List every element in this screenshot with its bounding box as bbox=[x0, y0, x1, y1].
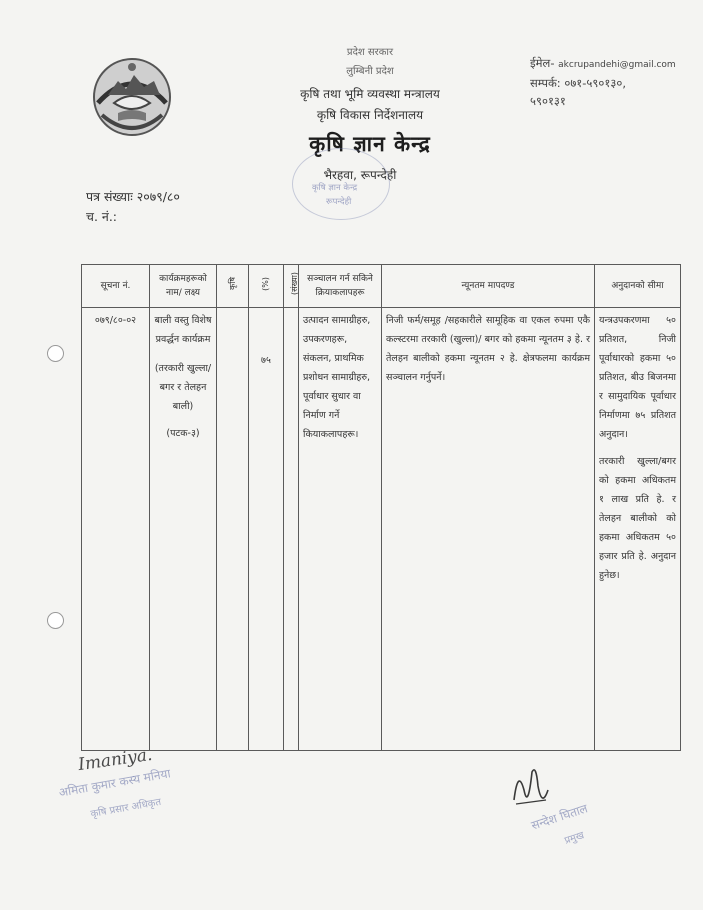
header-ministry: कृषि तथा भूमि व्यवस्था मन्त्रालय bbox=[300, 87, 440, 101]
phone-line bbox=[530, 76, 626, 91]
cell-percent bbox=[249, 308, 284, 751]
dispatch-number: च. नं.: bbox=[86, 209, 118, 224]
header-percent: (%) bbox=[249, 265, 284, 308]
left-stamp-title: कृषि प्रसार अधिकृत bbox=[89, 796, 162, 821]
header-program-name: कार्यक्रमहरूको नाम/ लक्ष्य bbox=[150, 265, 217, 308]
program-sub: (तरकारी खुल्ला/बगर र तेलहन बाली) bbox=[154, 363, 212, 412]
cell-agriculture bbox=[217, 308, 249, 751]
header-agriculture: कृषि bbox=[217, 265, 249, 308]
header-activities: सञ्चालन गर्न सकिने क्रियाकलापहरू bbox=[299, 265, 382, 308]
cell-notice-no: ०७९/८०-०२ bbox=[82, 308, 150, 751]
stamp-text-top: कृषि ज्ञान केन्द्र bbox=[312, 183, 358, 193]
header-subsidy-limit: अनुदानको सीमा bbox=[595, 265, 681, 308]
punch-hole-bottom bbox=[47, 612, 64, 629]
header-minimum-criteria: न्यूनतम मापदण्ड bbox=[382, 265, 595, 308]
email-line bbox=[530, 56, 676, 71]
letter-number: पत्र संख्याः २०७९/८० bbox=[86, 189, 180, 204]
header-count: (संख्या) bbox=[284, 265, 299, 308]
header-line2: लुम्बिनी प्रदेश bbox=[346, 66, 394, 77]
program-table bbox=[81, 264, 681, 751]
program-ward: (पटक-३) bbox=[166, 428, 200, 439]
cell-program bbox=[150, 308, 217, 751]
email-address: akcrupandehi@gmail.com bbox=[558, 60, 676, 70]
limit-paragraph-2: तरकारी खुल्ला/बगर को हकमा अधिकतम १ लाख प्रति हे. र तेलहन बालीको को हकमा अधिकतम ५० हजार प्रति हे. अनुदान हुनेछ। bbox=[599, 456, 676, 581]
header-notice-no: सूचना नं. bbox=[82, 265, 150, 308]
cell-count bbox=[284, 308, 299, 751]
left-stamp-name: अमिता कुमार कस्य मनिया bbox=[57, 766, 172, 800]
header-line1: प्रदेश सरकार bbox=[346, 47, 394, 58]
phone-number-1: ०७१-५९०१३०, bbox=[564, 76, 626, 90]
cell-criteria: निजी फर्म/समूह /सहकारीले सामूहिक वा एकल रुपमा एकै कल्स्टरमा तरकारी (खुल्ला)/ बगर को हकमा न्यूनतम ३ हे. र तेलहन बालीको हकमा न्यूनतम २ हे. क्षेत्रफलमा कार्यक्रम सञ्चालन गर्नुपर्ने। bbox=[382, 308, 595, 751]
nepal-emblem-icon bbox=[88, 55, 176, 139]
header-directorate: कृषि विकास निर्देशनालय bbox=[316, 108, 424, 122]
phone-number-2: ५९०१३१ bbox=[530, 94, 566, 108]
program-name: बाली वस्तु विशेष प्रवर्द्धन कार्यक्रम bbox=[154, 315, 212, 345]
stamp-text-bottom: रूपन्देही bbox=[326, 197, 352, 207]
office-location: भैरहवा, रूपन्देही bbox=[323, 168, 397, 182]
office-title: कृषि ज्ञान केन्द्र bbox=[309, 132, 431, 156]
punch-hole-top bbox=[47, 345, 64, 362]
cell-limit bbox=[595, 308, 681, 751]
table-header-row bbox=[82, 265, 681, 308]
left-signature: Imaniya. bbox=[76, 744, 154, 776]
phone-label: सम्पर्क: bbox=[530, 76, 561, 90]
right-stamp-name: सन्देश घिताल bbox=[529, 801, 590, 833]
cell-activities: उत्पादन सामाग्रीहरु, उपकरणहरू, संकलन, प्राथमिक प्रशोधन सामाग्रीहरु, पूर्वाधार सुधार वा निर्माण गर्ने कियाकलापहरू। bbox=[299, 308, 382, 751]
percent-value: ७५ bbox=[261, 355, 271, 366]
limit-paragraph-1: यन्त्रउपकरणमा ५० प्रतिशत, निजी पूर्वाधारको हकमा ५० प्रतिशत, बीउ बिजनमा र सामुदायिक पूर्वाधार निर्माणमा ७५ प्रतिशत अनुदान। bbox=[599, 315, 676, 440]
email-label: ईमेल- bbox=[530, 56, 555, 70]
right-stamp-title: प्रमुख bbox=[563, 830, 586, 847]
table-row bbox=[82, 308, 681, 751]
